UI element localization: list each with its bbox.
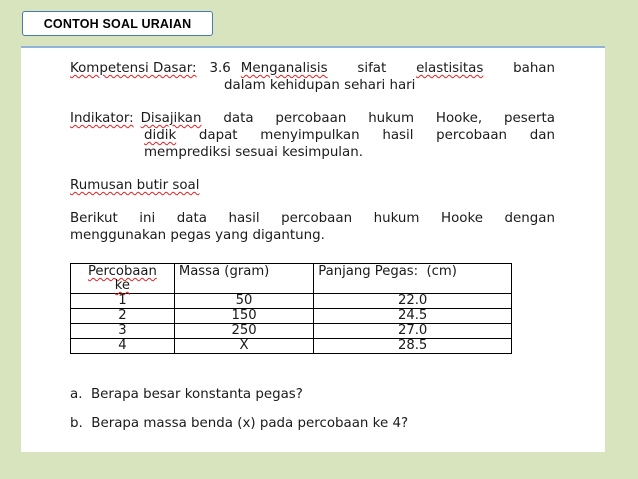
kd-word: sifat [357,61,387,76]
rumusan-heading [70,178,555,193]
intro-word: hasil [228,211,260,226]
data-table [70,263,512,354]
cell-panjang: 24.5 [314,309,512,324]
table-row [71,324,512,339]
cell-panjang: 27.0 [314,324,512,339]
kd-word: elastisitas [416,61,484,76]
intro-word: percobaan [281,211,353,226]
header-percobaan-line1 [88,264,157,279]
indikator-text-1 [141,111,555,126]
header-massa: Massa (gram) [174,264,313,294]
cell-percobaan: 1 [71,294,175,309]
kompetensi-line-2: dalam kehidupan sehari hari [224,78,416,93]
indikator-label: Indikator: [70,111,134,126]
ind-word: percobaan [275,111,347,126]
indikator-line-3: memprediksi sesuai kesimpulan. [144,145,363,160]
header-percobaan-text: Percobaan [87,264,157,279]
page-top-border [21,46,605,48]
intro-word: dengan [504,211,555,226]
cell-percobaan: 2 [71,309,175,324]
intro-word: ini [139,211,156,226]
table-row [71,339,512,354]
cell-massa: 50 [174,294,313,309]
kd-word: bahan [513,61,555,76]
intro-line-2: menggunakan pegas yang digantung. [70,228,325,243]
ind-word: dapat [198,128,238,143]
ind-word: menyimpulkan [260,128,360,143]
cell-percobaan: 4 [71,339,175,354]
ind-word: didik [144,128,177,143]
kompetensi-line-1 [70,61,555,76]
slide-title: CONTOH SOAL URAIAN [22,11,213,36]
cell-massa: 250 [174,324,313,339]
header-percobaan-line2: ke [114,278,131,293]
table-row [71,294,512,309]
intro-word: Berikut [70,211,118,226]
ind-word: Hooke, [435,111,483,126]
header-panjang: Panjang Pegas: (cm) [314,264,512,294]
ind-word: Disajikan [140,111,202,126]
intro-word: Hooke [441,211,483,226]
kompetensi-word: Kompetensi Dasar: [70,61,197,76]
cell-panjang: 22.0 [314,294,512,309]
rumusan-text: Rumusan butir soal [70,178,200,193]
cell-massa: X [174,339,313,354]
question-a: a. Berapa besar konstanta pegas? [70,387,303,402]
kompetensi-label [70,61,197,76]
ind-word: peserta [504,111,555,126]
kompetensi-text [241,61,555,76]
table-header-row [71,264,512,294]
ind-word: hasil [382,128,414,143]
question-b: b. Berapa massa benda (x) pada percobaan ke 4? [70,416,409,431]
cell-panjang: 28.5 [314,339,512,354]
indikator-line-2 [144,128,555,143]
kd-word: Menganalisis [240,61,328,76]
cell-percobaan: 3 [71,324,175,339]
cell-massa: 150 [174,309,313,324]
document-page [21,46,605,452]
indikator-line-1 [70,111,555,126]
intro-word: data [176,211,207,226]
ind-word: data [223,111,254,126]
table-row [71,309,512,324]
ind-word: dan [529,128,555,143]
header-percobaan [71,264,175,294]
kompetensi-number: 3.6 [209,61,231,76]
intro-line-1 [70,211,555,226]
ind-word: hukum [368,111,415,126]
intro-word: hukum [373,211,420,226]
ind-word: percobaan [436,128,508,143]
